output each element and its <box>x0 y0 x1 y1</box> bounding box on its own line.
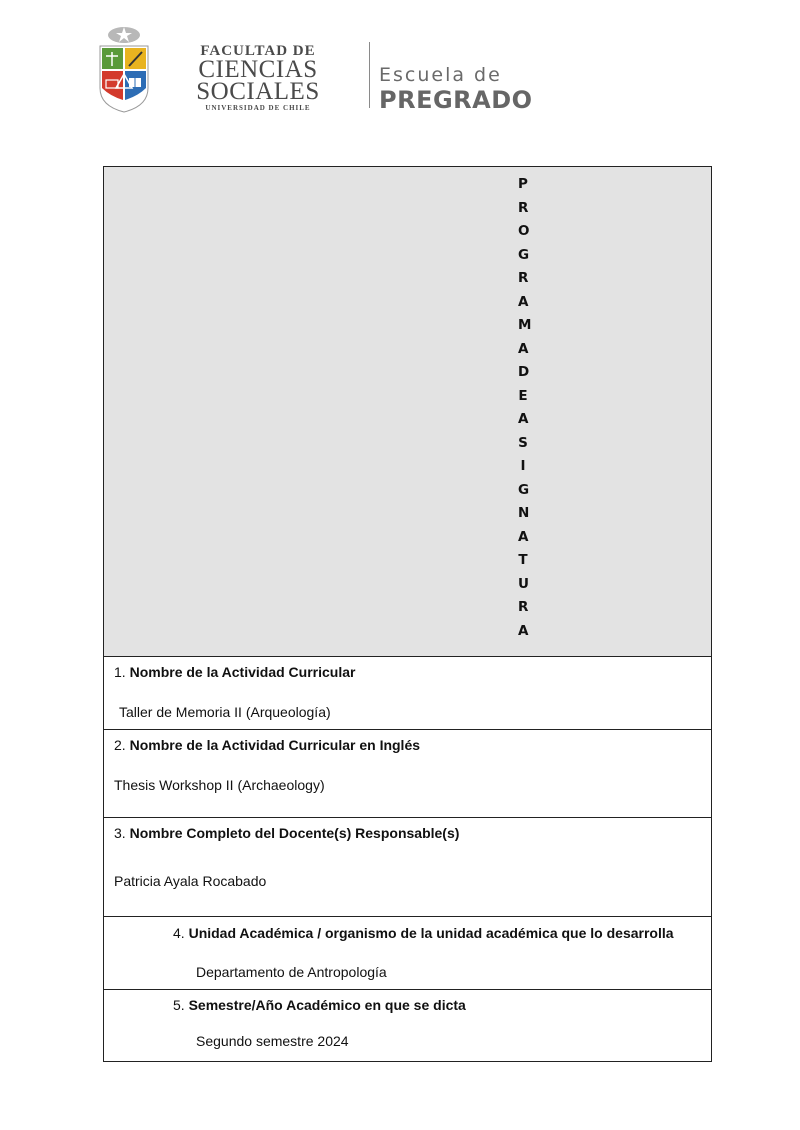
title-letter: R <box>518 599 529 615</box>
section-label: 1. Nombre de la Actividad Curricular <box>114 664 356 680</box>
section-label: 2. Nombre de la Actividad Curricular en Inglés <box>114 737 421 753</box>
university-name: UNIVERSIDAD DE CHILE <box>205 104 311 112</box>
section-academic-unit <box>104 916 711 989</box>
title-letter: E <box>518 387 528 404</box>
title-letter: U <box>518 575 529 592</box>
title-letter: R <box>518 270 529 286</box>
title-letter: A <box>518 411 529 427</box>
school-line-1: Escuela de <box>379 64 502 86</box>
program-title-vertical <box>518 176 532 646</box>
section-activity-name-english <box>104 729 711 817</box>
faculty-line-2: CIENCIAS <box>198 56 318 83</box>
title-letter: O <box>518 223 530 239</box>
title-letter: D <box>518 364 530 380</box>
program-title-row <box>104 167 711 656</box>
title-letter: G <box>518 481 530 498</box>
title-letter: S <box>518 434 528 451</box>
logo-divider <box>369 42 370 108</box>
section-label: 4. Unidad Académica / organismo de la unidad académica que lo desarrolla <box>173 925 674 941</box>
activity-name-value: Taller de Memoria II (Arqueología) <box>119 704 331 720</box>
university-crest-icon <box>96 22 152 114</box>
title-letter: A <box>518 528 529 545</box>
faculty-name <box>152 44 364 113</box>
title-letter: M <box>518 317 532 333</box>
title-letter: P <box>518 176 528 192</box>
title-letter: A <box>518 293 529 310</box>
section-teacher <box>104 817 711 916</box>
title-letter: T <box>518 552 528 568</box>
faculty-line-1: FACULTAD DE <box>200 43 316 59</box>
activity-name-english-value: Thesis Workshop II (Archaeology) <box>114 777 325 793</box>
faculty-logo <box>96 22 533 114</box>
title-letter: N <box>518 505 530 521</box>
title-letter: A <box>518 340 529 357</box>
section-activity-name <box>104 656 711 729</box>
title-letter: A <box>518 622 529 639</box>
title-letter: G <box>518 246 530 263</box>
title-letter: I <box>520 458 526 474</box>
teacher-value: Patricia Ayala Rocabado <box>114 873 267 889</box>
academic-unit-value: Departamento de Antropología <box>196 964 387 980</box>
title-letter: R <box>518 199 529 216</box>
program-table <box>103 166 712 1062</box>
section-label: 5. Semestre/Año Académico en que se dicta <box>173 997 466 1013</box>
semester-value: Segundo semestre 2024 <box>196 1033 349 1049</box>
section-label: 3. Nombre Completo del Docente(s) Responsable(s) <box>114 825 460 841</box>
faculty-line-3: SOCIALES <box>196 78 320 105</box>
section-semester <box>104 989 711 1061</box>
school-line-2: PREGRADO <box>379 86 533 114</box>
school-name <box>379 64 533 114</box>
